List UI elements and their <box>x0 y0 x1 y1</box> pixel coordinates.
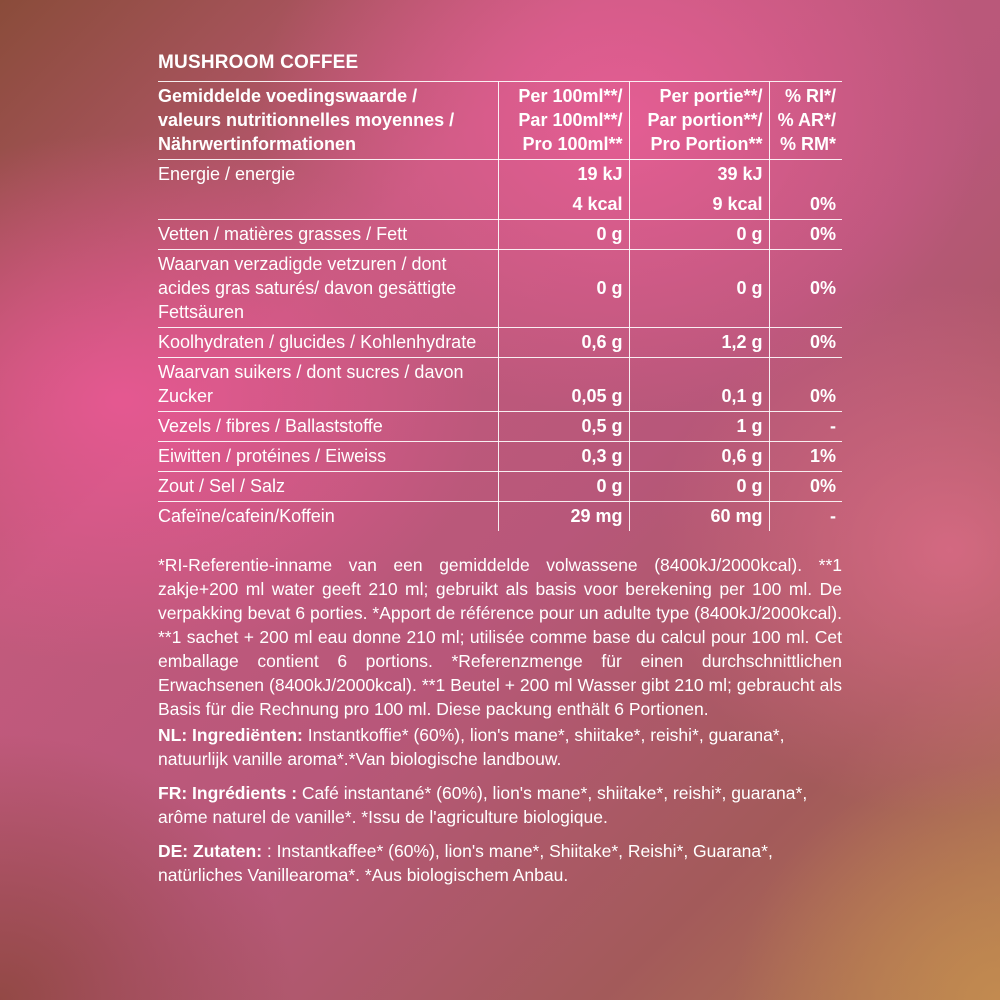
ingredients-de <box>158 839 842 887</box>
table-row <box>158 220 842 250</box>
energy-kcal-portion: 9 kcal <box>712 194 763 214</box>
footnote: *RI-Referentie-inname van een gemiddelde volwassene (8400kJ/2000kcal). **1 zakje+200 ml water geeft 210 ml; gebruikt als basis voor berekening per 100 ml. De verpakking bevat 6 porties. *Apport de référence pour un adulte type (8400kJ/2000kcal). **1 sachet + 200 ml eau donne 210 ml; utilisée comme base du calcul pour 100 ml. Cet emballage contient 6 portions. *Referenzmenge für einen durchschnittlichen Erwachsenen (8400kJ/2000kcal). **1 Beutel + 200 ml Wasser gibt 210 ml; gebraucht als Basis für die Rechnung pro 100 ml. Diese packung enthält 6 Portionen. <box>158 555 842 719</box>
energy-kj-100: 19 kJ <box>577 164 623 184</box>
row-label: Waarvan suikers / dont sucres / davon Zucker <box>158 358 498 412</box>
header-line: % AR*/ <box>777 110 836 130</box>
header-per-portion <box>629 82 769 160</box>
row-label: Waarvan verzadigde vetzuren / dont acides gras saturés/ davon gesättigte Fettsäuren <box>158 250 498 328</box>
row-label: Vetten / matières grasses / Fett <box>158 220 498 250</box>
header-line: Par portion**/ <box>647 110 763 130</box>
row-ri: - <box>769 502 842 532</box>
row-ri: 0% <box>769 358 842 412</box>
row-ri: 1% <box>769 442 842 472</box>
nutrition-label <box>158 52 842 887</box>
header-ri <box>769 82 842 160</box>
row-label: Zout / Sel / Salz <box>158 472 498 502</box>
header-line: Per portie**/ <box>659 86 763 106</box>
header-line: Nährwertinformationen <box>158 134 357 154</box>
header-line: Per 100ml**/ <box>518 86 623 106</box>
header-nutrient <box>158 82 498 160</box>
row-label: Cafeïne/cafein/Koffein <box>158 502 498 532</box>
energy-kj-portion: 39 kJ <box>717 164 763 184</box>
row-per-portion: 0 g <box>629 472 769 502</box>
ingredients-nl <box>158 723 842 771</box>
energy-kcal-100: 4 kcal <box>572 194 623 214</box>
row-per-100ml: 0 g <box>498 220 629 250</box>
row-label: Vezels / fibres / Ballaststoffe <box>158 412 498 442</box>
row-per-portion: 0 g <box>629 220 769 250</box>
product-title: MUSHROOM COFFEE <box>158 52 359 73</box>
row-per-portion: 1,2 g <box>629 328 769 358</box>
table-row <box>158 358 842 412</box>
table-row <box>158 412 842 442</box>
ingredients-label: FR: Ingrédients : <box>158 783 298 803</box>
table-row-energy <box>158 160 842 220</box>
row-label: Energie / energie <box>158 160 498 220</box>
row-label: Koolhydraten / glucides / Kohlenhydrate <box>158 328 498 358</box>
table-row <box>158 472 842 502</box>
ingredients-text: Instantkoffie* (60%), lion's mane*, shiitake*, reishi*, guarana*, natuurlijk vanille aroma*.*Van biologische landbouw. <box>158 725 785 769</box>
table-row <box>158 250 842 328</box>
row-ri: 0% <box>769 220 842 250</box>
row-ri: - <box>769 412 842 442</box>
nutrition-table <box>158 81 842 531</box>
energy-per-100ml <box>498 160 629 220</box>
row-per-portion: 0,1 g <box>629 358 769 412</box>
header-line: % RM* <box>779 134 836 154</box>
table-row <box>158 502 842 532</box>
row-label: Eiwitten / protéines / Eiweiss <box>158 442 498 472</box>
ingredients-text: : Instantkaffee* (60%), lion's mane*, Shiitake*, Reishi*, Guarana*, natürliches Vanillearoma*. *Aus biologischem Anbau. <box>158 841 773 885</box>
table-row <box>158 328 842 358</box>
header-line: Gemiddelde voedingswaarde / <box>158 86 418 106</box>
ingredients-text: Café instantané* (60%), lion's mane*, shiitake*, reishi*, guarana*, arôme naturel de vanille*. *Issu de l'agriculture biologique. <box>158 783 808 827</box>
row-ri: 0% <box>769 472 842 502</box>
row-per-portion: 0,6 g <box>629 442 769 472</box>
row-per-100ml: 0 g <box>498 250 629 328</box>
row-per-portion: 60 mg <box>629 502 769 532</box>
row-per-100ml: 29 mg <box>498 502 629 532</box>
table-header-row <box>158 82 842 160</box>
row-per-100ml: 0,5 g <box>498 412 629 442</box>
header-line: Par 100ml**/ <box>518 110 623 130</box>
energy-per-portion <box>629 160 769 220</box>
row-per-100ml: 0 g <box>498 472 629 502</box>
ingredients-fr <box>158 781 842 829</box>
ingredients-label: DE: Zutaten: <box>158 841 263 861</box>
header-line: valeurs nutritionnelles moyennes / <box>158 110 455 130</box>
row-per-portion: 0 g <box>629 250 769 328</box>
row-per-100ml: 0,05 g <box>498 358 629 412</box>
header-line: % RI*/ <box>784 86 836 106</box>
ingredients-label: NL: Ingrediënten: <box>158 725 303 745</box>
row-ri: 0% <box>769 328 842 358</box>
row-per-100ml: 0,3 g <box>498 442 629 472</box>
table-row <box>158 442 842 472</box>
row-per-portion: 1 g <box>629 412 769 442</box>
header-per-100ml <box>498 82 629 160</box>
row-per-100ml: 0,6 g <box>498 328 629 358</box>
row-ri: 0% <box>769 250 842 328</box>
header-line: Pro Portion** <box>650 134 763 154</box>
header-line: Pro 100ml** <box>522 134 623 154</box>
energy-ri: 0% <box>769 160 842 220</box>
